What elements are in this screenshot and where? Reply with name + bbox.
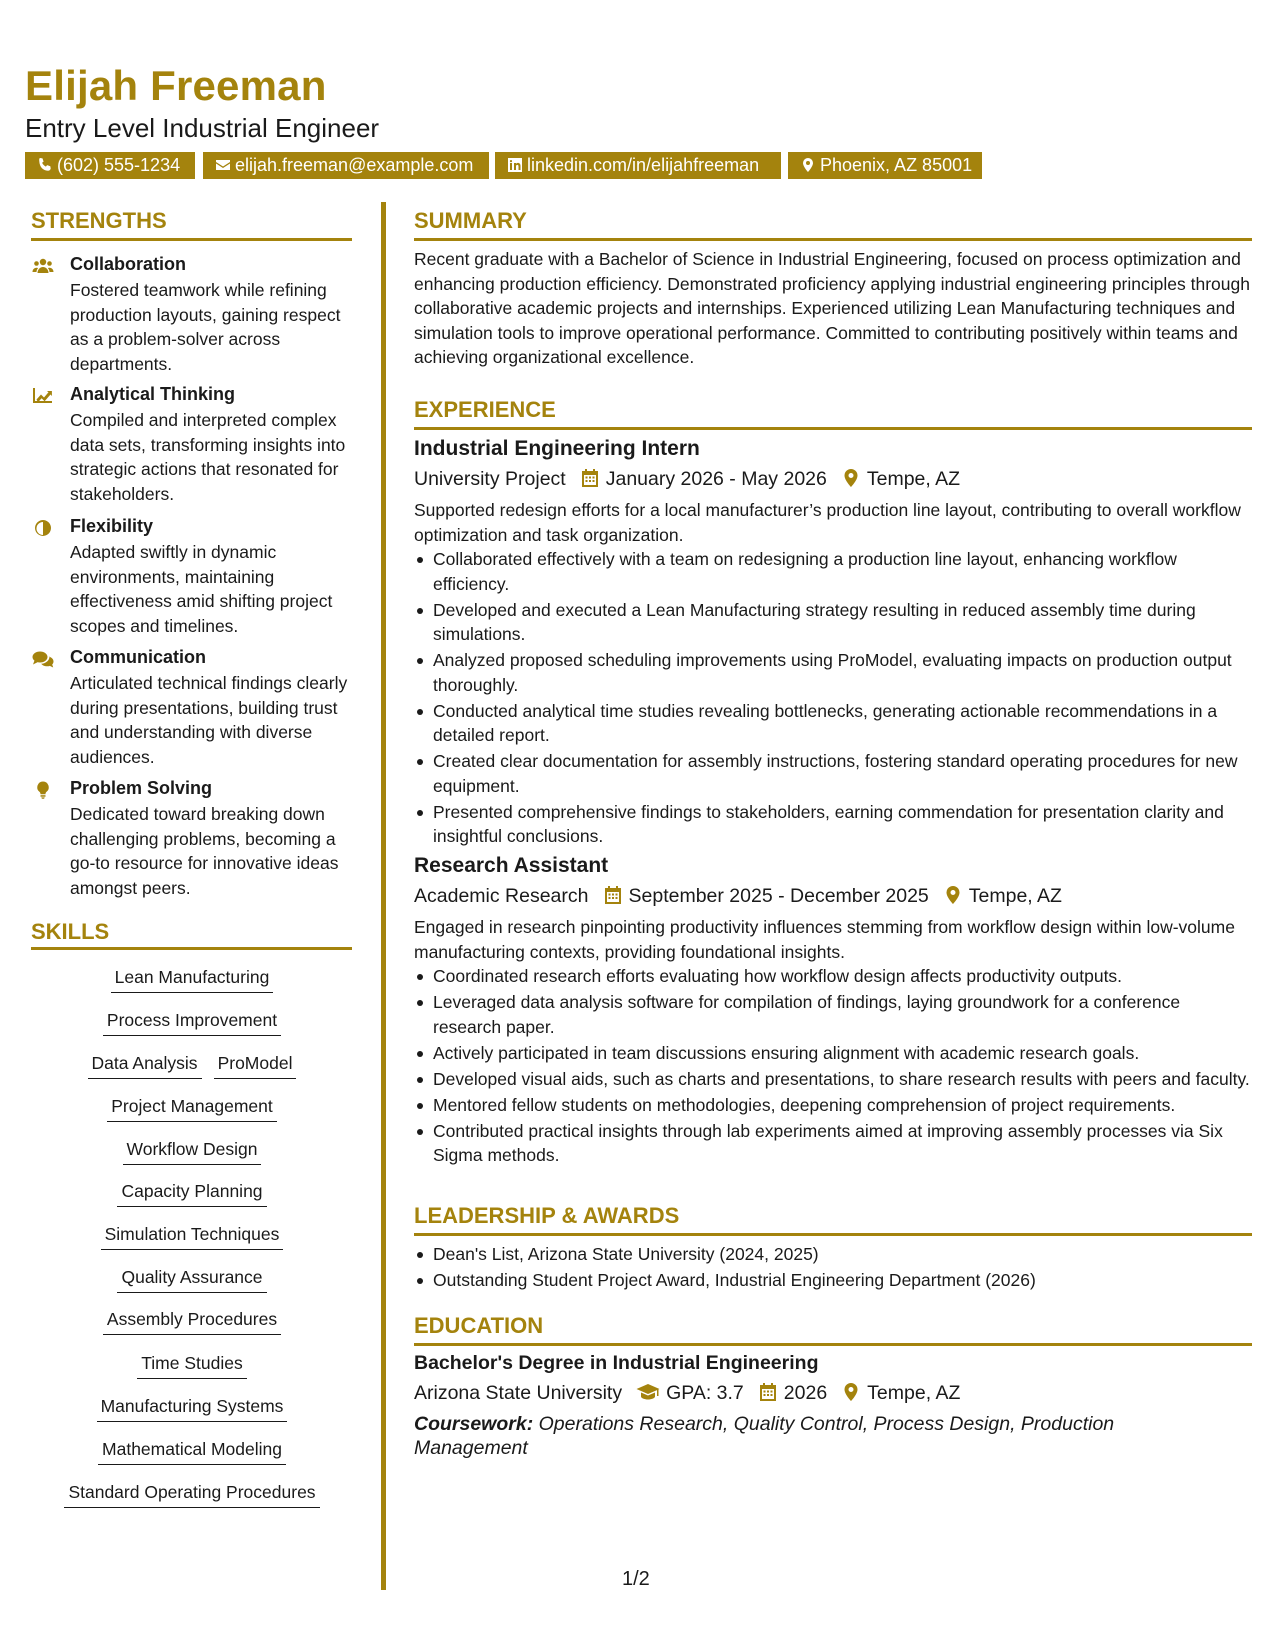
skill-tag: Lean Manufacturing [111, 966, 274, 993]
experience-rule [414, 427, 1252, 430]
envelope-icon [215, 157, 231, 173]
skill-tag: Assembly Procedures [103, 1308, 281, 1335]
coursework-label: Coursework: [414, 1413, 534, 1435]
skill-row [32, 1352, 352, 1380]
skill-tag: Project Management [107, 1095, 276, 1122]
degree-title: Bachelor's Degree in Industrial Engineering [414, 1352, 819, 1374]
phone-icon [37, 157, 53, 173]
education-rule [414, 1343, 1252, 1346]
location-text: Phoenix, AZ 85001 [820, 155, 973, 175]
skill-row [32, 1052, 352, 1080]
education-meta [414, 1382, 1252, 1405]
summary-text: Recent graduate with a Bachelor of Science in Industrial Engineering, focused on process optimization and enhancing production efficiency. Demonstrated proficiency applying industrial engineering principles through collaborative academic projects and internships. Experienced utilizing Lean Manufacturing techniques and simulation tools to improve operational performance. Committed to contributing positively within teams and achieving organizational excellence. [414, 249, 1250, 367]
list-item: Conducted analytical time studies revealing bottlenecks, generating actionable recommendations in a detailed report. [414, 699, 1252, 748]
map-pin-icon [841, 468, 861, 488]
education-location: Tempe, AZ [867, 1382, 961, 1404]
map-pin-icon [841, 1382, 861, 1402]
strength-title: Flexibility [70, 516, 154, 536]
skill-tag: Simulation Techniques [101, 1223, 284, 1250]
list-item: Contributed practical insights through lab experiments aimed at improving assembly processes via Six Sigma methods. [414, 1119, 1252, 1168]
education-entry [414, 1352, 1252, 1460]
map-pin-icon [800, 157, 816, 173]
summary-heading: SUMMARY [414, 208, 527, 233]
list-item: Dean's List, Arizona State University (2024, 2025) [414, 1242, 1252, 1267]
skill-tag: Mathematical Modeling [98, 1438, 286, 1465]
skill-tag: Capacity Planning [117, 1180, 266, 1207]
skill-row [32, 1009, 352, 1037]
job-title: Research Assistant [414, 854, 609, 877]
school-name: Arizona State University [414, 1382, 623, 1404]
email-text: elijah.freeman@example.com [235, 155, 474, 175]
skill-row [32, 1095, 352, 1123]
lightbulb-icon [32, 781, 54, 799]
strength-desc: Dedicated toward breaking down challenging problems, becoming a go-to resource for innovative ideas amongst peers. [70, 804, 339, 898]
strength-title: Collaboration [70, 254, 186, 274]
strength-desc: Compiled and interpreted complex data sets, transforming insights into strategic actions that resonated for stakeholders. [70, 410, 346, 504]
job-title: Industrial Engineering Intern [414, 437, 700, 460]
job-meta [414, 885, 1252, 908]
map-pin-icon [943, 885, 963, 905]
coursework [414, 1412, 1134, 1460]
graduation-cap-icon [636, 1382, 660, 1402]
location-chip [788, 152, 982, 179]
list-item: Developed visual aids, such as charts and presentations, to share research results with peers and faculty. [414, 1067, 1252, 1092]
list-item: Mentored fellow students on methodologies, deepening comprehension of project requirements. [414, 1093, 1252, 1118]
calendar-icon [580, 468, 600, 488]
education-heading: EDUCATION [414, 1313, 544, 1338]
awards-heading: LEADERSHIP & AWARDS [414, 1203, 680, 1228]
linkedin-chip[interactable] [495, 152, 781, 179]
half-circle-icon [32, 519, 54, 537]
list-item: Outstanding Student Project Award, Industrial Engineering Department (2026) [414, 1268, 1252, 1293]
job-desc: Supported redesign efforts for a local manufacturer’s production line layout, contributing to overall workflow optimization and task organization. [414, 500, 1241, 545]
job-dates: January 2026 - May 2026 [605, 468, 827, 490]
skill-tag: Time Studies [137, 1352, 246, 1379]
job-meta [414, 468, 1252, 491]
skill-row [32, 1481, 352, 1509]
candidate-name: Elijah Freeman [25, 62, 327, 109]
page-number: 1/2 [622, 1568, 650, 1590]
list-item: Collaborated effectively with a team on redesigning a production line layout, enhancing workflow efficiency. [414, 547, 1252, 596]
job-bullets [414, 547, 1252, 849]
calendar-icon [758, 1382, 778, 1402]
linkedin-icon [507, 157, 523, 173]
list-item: Leveraged data analysis software for compilation of findings, laying groundwork for a conference research paper. [414, 990, 1252, 1039]
skill-tag: Manufacturing Systems [97, 1395, 288, 1422]
strengths-heading: STRENGTHS [31, 208, 167, 233]
skill-tag: ProModel [214, 1052, 297, 1079]
list-item: Actively participated in team discussions ensuring alignment with academic research goals. [414, 1041, 1252, 1066]
skill-tag: Data Analysis [88, 1052, 202, 1079]
strength-title: Communication [70, 647, 207, 667]
skill-row [32, 1266, 352, 1294]
skills-rule [31, 947, 352, 950]
graduation-year: 2026 [783, 1382, 828, 1404]
coursework-list: Operations Research, Quality Control, Process Design, Production Management [414, 1413, 1115, 1459]
skill-tag: Standard Operating Procedures [64, 1481, 319, 1508]
job-bullets [414, 964, 1252, 1168]
skill-tag: Process Improvement [103, 1009, 281, 1036]
skill-row [32, 966, 352, 994]
gpa-text: GPA: 3.7 [666, 1382, 744, 1404]
users-icon [32, 257, 54, 275]
job-entry [414, 854, 1252, 1170]
strength-desc: Articulated technical findings clearly during presentations, building trust and understanding with diverse audiences. [70, 673, 348, 767]
strength-title: Problem Solving [70, 778, 213, 798]
job-org: Academic Research [414, 885, 589, 907]
list-item: Analyzed proposed scheduling improvements using ProModel, evaluating impacts on production output thoroughly. [414, 648, 1252, 697]
job-location: Tempe, AZ [968, 885, 1062, 907]
strength-desc: Fostered teamwork while refining production layouts, gaining respect as a problem-solver across departments. [70, 280, 341, 374]
strength-title: Analytical Thinking [70, 384, 236, 404]
comments-icon [32, 650, 54, 668]
chart-line-icon [32, 387, 54, 405]
skill-row [32, 1223, 352, 1251]
strengths-rule [31, 238, 352, 241]
candidate-title: Entry Level Industrial Engineer [25, 113, 380, 143]
calendar-icon [603, 885, 623, 905]
awards-rule [414, 1233, 1252, 1236]
phone-text: (602) 555-1234 [57, 155, 181, 175]
skill-row [32, 1438, 352, 1466]
phone-chip[interactable] [25, 152, 195, 179]
skill-tag: Workflow Design [123, 1138, 262, 1165]
job-org: University Project [414, 468, 566, 490]
skill-row [32, 1138, 352, 1166]
list-item: Coordinated research efforts evaluating how workflow design affects productivity outputs. [414, 964, 1252, 989]
list-item: Developed and executed a Lean Manufacturing strategy resulting in reduced assembly time during simulations. [414, 598, 1252, 647]
skill-row [32, 1308, 352, 1336]
awards-list [414, 1242, 1252, 1294]
skill-row [32, 1180, 352, 1208]
skill-row [32, 1395, 352, 1423]
email-chip[interactable] [203, 152, 489, 179]
job-desc: Engaged in research pinpointing productivity influences stemming from workflow design within low-volume manufacturing contexts, providing foundational insights. [414, 917, 1235, 962]
list-item: Created clear documentation for assembly instructions, fostering standard operating procedures for new equipment. [414, 749, 1252, 798]
linkedin-text: linkedin.com/in/elijahfreeman [527, 155, 760, 175]
job-dates: September 2025 - December 2025 [628, 885, 929, 907]
column-divider [381, 202, 386, 1590]
job-entry [414, 437, 1252, 851]
job-location: Tempe, AZ [866, 468, 961, 490]
experience-heading: EXPERIENCE [414, 397, 556, 422]
skills-heading: SKILLS [31, 919, 110, 944]
list-item: Presented comprehensive findings to stakeholders, earning commendation for presentation clarity and insightful conclusions. [414, 800, 1252, 849]
strength-desc: Adapted swiftly in dynamic environments, maintaining effectiveness amid shifting project scopes and timelines. [70, 542, 333, 636]
skill-tag: Quality Assurance [117, 1266, 266, 1293]
summary-rule [414, 238, 1252, 241]
